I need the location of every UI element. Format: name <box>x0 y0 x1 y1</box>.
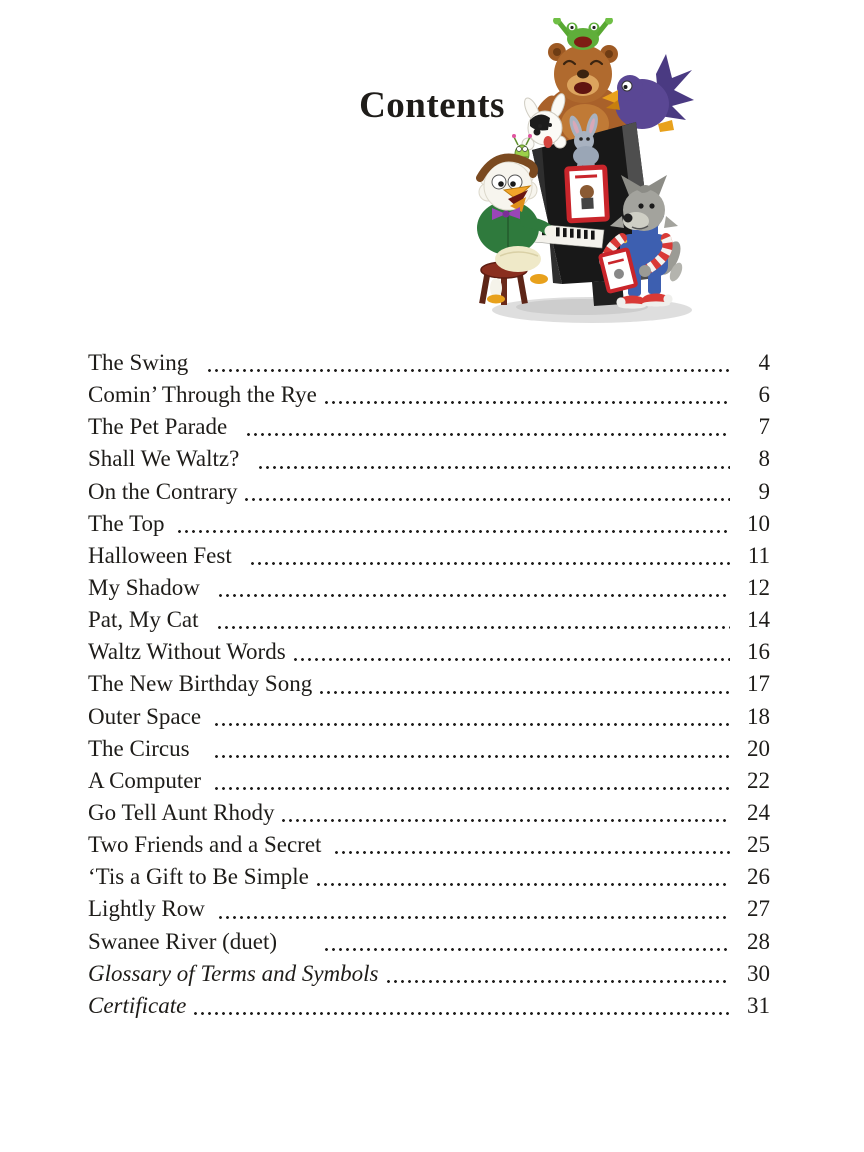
toc-entry <box>88 926 770 958</box>
toc-entry <box>88 411 770 443</box>
toc-entry <box>88 861 770 893</box>
toc-entry-title: My Shadow <box>88 574 212 600</box>
toc-entry-title: Comin’ Through the Rye <box>88 382 317 408</box>
toc-entry-page: 31 <box>747 992 770 1018</box>
toc-entry <box>88 958 770 990</box>
toc-entry-title: Halloween Fest <box>88 542 244 568</box>
dot-leader <box>192 1012 730 1015</box>
dot-leader <box>213 755 730 758</box>
toc-entry-page: 22 <box>747 767 770 793</box>
dot-leader <box>243 498 730 501</box>
toc-entry-title: A Computer <box>88 767 207 793</box>
toc-entry-title: Two Friends and a Secret <box>88 832 328 858</box>
toc-entry-page: 6 <box>758 382 770 408</box>
toc-entry <box>88 797 770 829</box>
dot-leader <box>217 916 730 919</box>
toc-entry-title: Go Tell Aunt Rhody <box>88 799 275 825</box>
songbook-icon <box>600 249 636 292</box>
toc-entry <box>88 508 770 540</box>
dot-leader <box>315 883 730 886</box>
toc-entry-page: 4 <box>758 350 770 375</box>
toc-entry-page: 18 <box>747 703 770 729</box>
toc-entry-title: Shall We Waltz? <box>88 446 251 472</box>
toc-entry-page: 14 <box>747 607 770 633</box>
toc-entry-page: 7 <box>758 414 770 440</box>
toc-entry-page: 16 <box>747 639 770 665</box>
toc-entry <box>88 476 770 508</box>
dot-leader <box>213 787 730 790</box>
toc-entry <box>88 572 770 604</box>
toc-entry-title: The Pet Parade <box>88 414 239 440</box>
toc-entry-page: 27 <box>747 896 770 922</box>
toc-entry-title: Waltz Without Words <box>88 639 286 665</box>
toc-entry-title: Certificate <box>88 992 187 1018</box>
dot-leader <box>213 723 730 726</box>
toc-entry-page: 30 <box>747 960 770 986</box>
toc-entry-page: 28 <box>747 928 770 954</box>
toc-entry-title: Glossary of Terms and Symbols <box>88 960 379 986</box>
toc-entry <box>88 636 770 668</box>
dot-leader <box>249 562 730 565</box>
dot-leader <box>323 948 730 951</box>
dot-leader <box>292 658 730 661</box>
dot-leader <box>176 530 730 533</box>
toc-entry <box>88 733 770 765</box>
dot-leader <box>245 433 730 436</box>
dot-leader <box>206 369 730 372</box>
toc-entry-title: On the Contrary <box>88 478 238 504</box>
toc-entry-page: 17 <box>747 671 770 697</box>
dot-leader <box>385 980 730 983</box>
dot-leader <box>318 691 730 694</box>
toc-entry-title: The New Birthday Song <box>88 671 313 697</box>
toc-entry <box>88 701 770 733</box>
animals-at-piano-illustration <box>452 18 704 334</box>
toc-entry-title: Swanee River (duet) <box>88 928 318 954</box>
toc-entry <box>88 604 770 636</box>
toc-entry <box>88 990 770 1022</box>
dot-leader <box>280 819 730 822</box>
dot-leader <box>216 626 730 629</box>
dot-leader <box>323 401 730 404</box>
dot-leader <box>217 594 730 597</box>
music-book-icon <box>567 167 608 221</box>
toc-entry-page: 10 <box>747 510 770 536</box>
toc-entry-title: The Top <box>88 510 171 536</box>
toc-entry <box>88 379 770 411</box>
toc-entry-title: ‘Tis a Gift to Be Simple <box>88 864 309 890</box>
toc-entry-title: Lightly Row <box>88 896 211 922</box>
dot-leader <box>257 466 730 469</box>
toc-entry-page: 25 <box>747 832 770 858</box>
toc-list <box>88 347 770 1022</box>
toc-entry-title: The Swing <box>88 350 200 375</box>
toc-entry-page: 26 <box>747 864 770 890</box>
toc-entry-title: Outer Space <box>88 703 207 729</box>
toc-entry <box>88 893 770 925</box>
toc-entry <box>88 668 770 700</box>
toc-entry-page: 20 <box>747 735 770 761</box>
dot-leader <box>333 851 730 854</box>
page-title: Contents <box>359 85 505 126</box>
toc-entry-page: 12 <box>747 574 770 600</box>
toc-entry-page: 9 <box>758 478 770 504</box>
toc-entry <box>88 765 770 797</box>
toc-entry-title: The Circus <box>88 735 207 761</box>
toc-entry <box>88 347 770 379</box>
toc-entry-page: 11 <box>747 542 770 568</box>
toc-entry-title: Pat, My Cat <box>88 607 211 633</box>
toc-entry-page: 8 <box>758 446 770 472</box>
toc-entry <box>88 443 770 475</box>
toc-entry <box>88 540 770 572</box>
toc-entry <box>88 829 770 861</box>
toc-entry-page: 24 <box>747 799 770 825</box>
